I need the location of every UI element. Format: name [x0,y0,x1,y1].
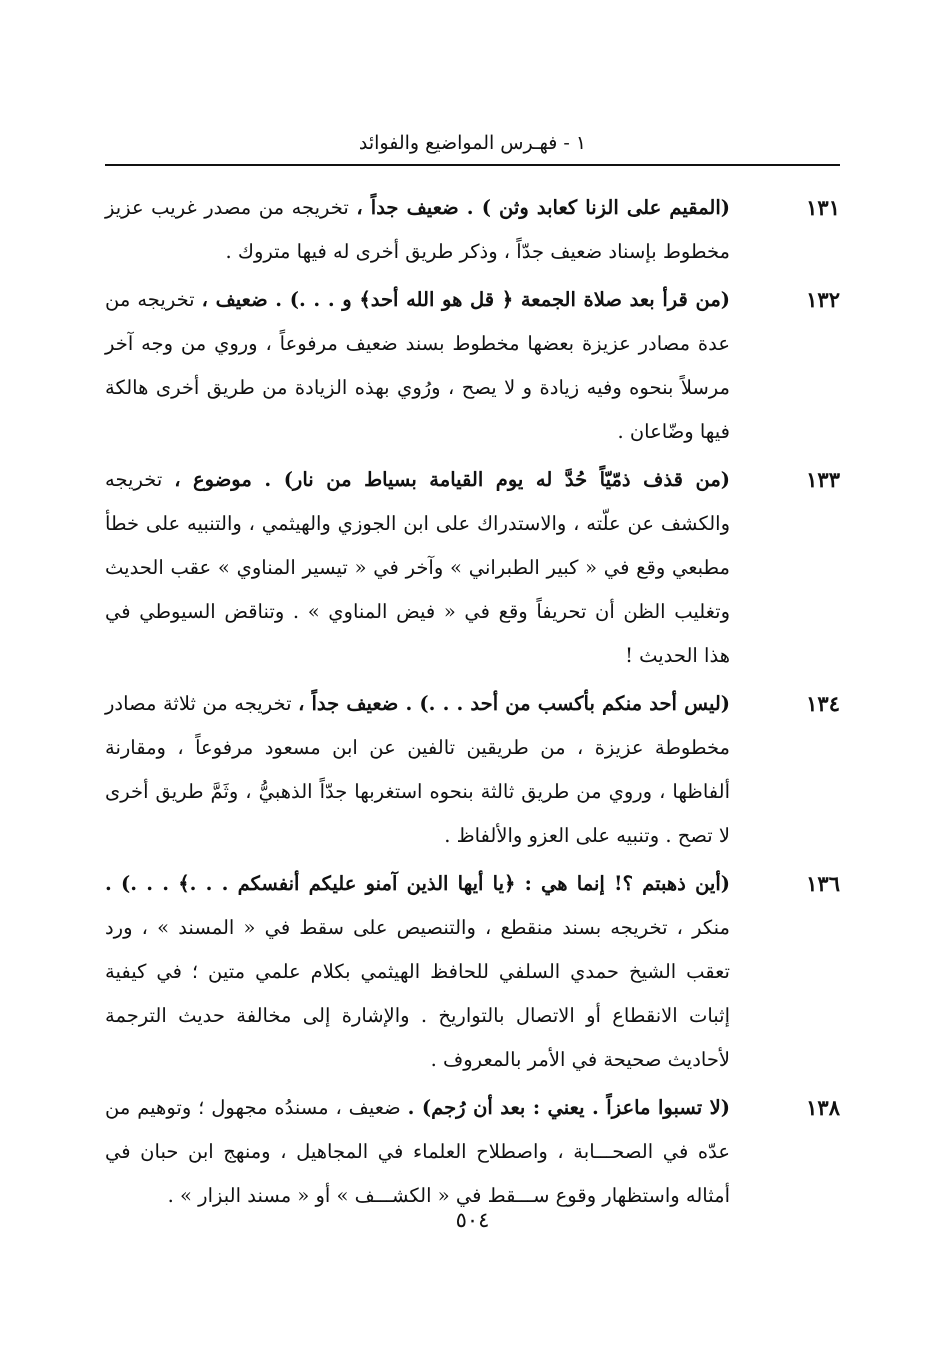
entry-title: (ليس أحد منكم بأكسب من أحد . . .) . ضعيف جداً ، [298,692,730,715]
entry-136 [105,862,840,1082]
page-header: ١ - فهـرس المواضيع والفوائد [358,132,587,154]
entry-number: ١٣٦ [806,871,840,896]
entry-title: (من قذف ذمّيّاً حُدَّ له يوم القيامة بسياط من نار) . موضوع ، [174,468,730,491]
entry-text [105,1086,730,1218]
entry-132 [105,278,840,454]
entry-body: تخريجه من ثلاثة مصادر مخطوطة عزيزة ، من طريقين تالفين عن ابن مسعود مرفوعاً ، ومقارنة ألفاظها ، وروي من طريق ثالثة بنحوه استغربها جدّاً الذهبيُّ ، وثَمَّ طريق أخرى لا تصح . وتنبيه على العزو والألفاظ . [105,692,730,847]
entry-body: منكر ، تخريجه بسند منقطع ، والتنصيص على سقط في « المسند » ، ورد تعقب الشيخ حمدي السلفي للحافظ الهيثمي بكلام علمي متين ؛ في كيفية إثبات الانقطاع أو الاتصال بالتواريخ . والإشارة إلى مخالفة حديث الترجمة لأحاديث صحيحة في الأمر بالمعروف . [105,916,730,1071]
entry-body: تخريجه من عدة مصادر عزيزة بعضها مخطوط بسند ضعيف مرفوعاً ، وروي من وجه آخر مرسلاً بنحوه وفيه زيادة و لا يصح ، ورُوي بهذه الزيادة من طريق أخرى هالكة فيها وضّاعان . [105,288,730,443]
entry-body: ضعيف ، مسندُه مجهول ؛ وتوهيم من عدّه في الصحـــابة ، واصطلاح العلماء في المجاهيل ، ومنهج ابن حبان في أمثاله واستظهار وقوع ســـقط في « الكشـــف » أو « مسند البزار » . [105,1096,730,1207]
entry-text [105,278,730,454]
entry-131 [105,186,840,274]
entry-text [105,458,730,678]
entry-title: (المقيم على الزنا كعابد وثن ) . ضعيف جداً ، [356,196,730,219]
entry-text [105,862,730,1082]
entry-title: (لا تسبوا ماعزاً . يعني : بعد أن رُجم) . [407,1096,731,1119]
header-rule [105,164,840,166]
entry-text [105,186,730,274]
entry-number: ١٣١ [806,195,840,220]
entry-title: (من قرأ بعد صلاة الجمعة ﴿ قل هو الله أحد﴾ و . . .) . ضعيف ، [201,288,730,311]
entry-133 [105,458,840,678]
entry-number: ١٣٢ [806,287,840,312]
entry-body: تخريجه والكشف عن علّته ، والاستدراك على ابن الجوزي والهيثمي ، والتنبيه على خطأ مطبعي وقع في « كبير الطبراني » وآخر في « تيسير المناوي » عقب الحديث وتغليب الظن أن تحريفاً وقع في « فيض المناوي » . وتناقض السيوطي في هذا الحديث ! [105,468,730,667]
entry-138 [105,1086,840,1218]
entry-number: ١٣٣ [806,467,840,492]
entry-number: ١٣٨ [806,1095,840,1120]
entry-number: ١٣٤ [806,691,840,716]
page-number: ٥٠٤ [455,1208,490,1232]
entry-text [105,682,730,858]
entry-title: (أين ذهبتم ؟! إنما هي : ﴿يا أيها الذين آمنو عليكم أنفسكم . . .﴾ . . .) . [105,872,730,895]
entries-list [105,186,840,1222]
entry-134 [105,682,840,858]
entry-body: تخريجه من مصدر غريب عزيز مخطوط بإسناد ضعيف جدّاً ، وذكر طريق أخرى له فيها متروك . [105,196,730,263]
